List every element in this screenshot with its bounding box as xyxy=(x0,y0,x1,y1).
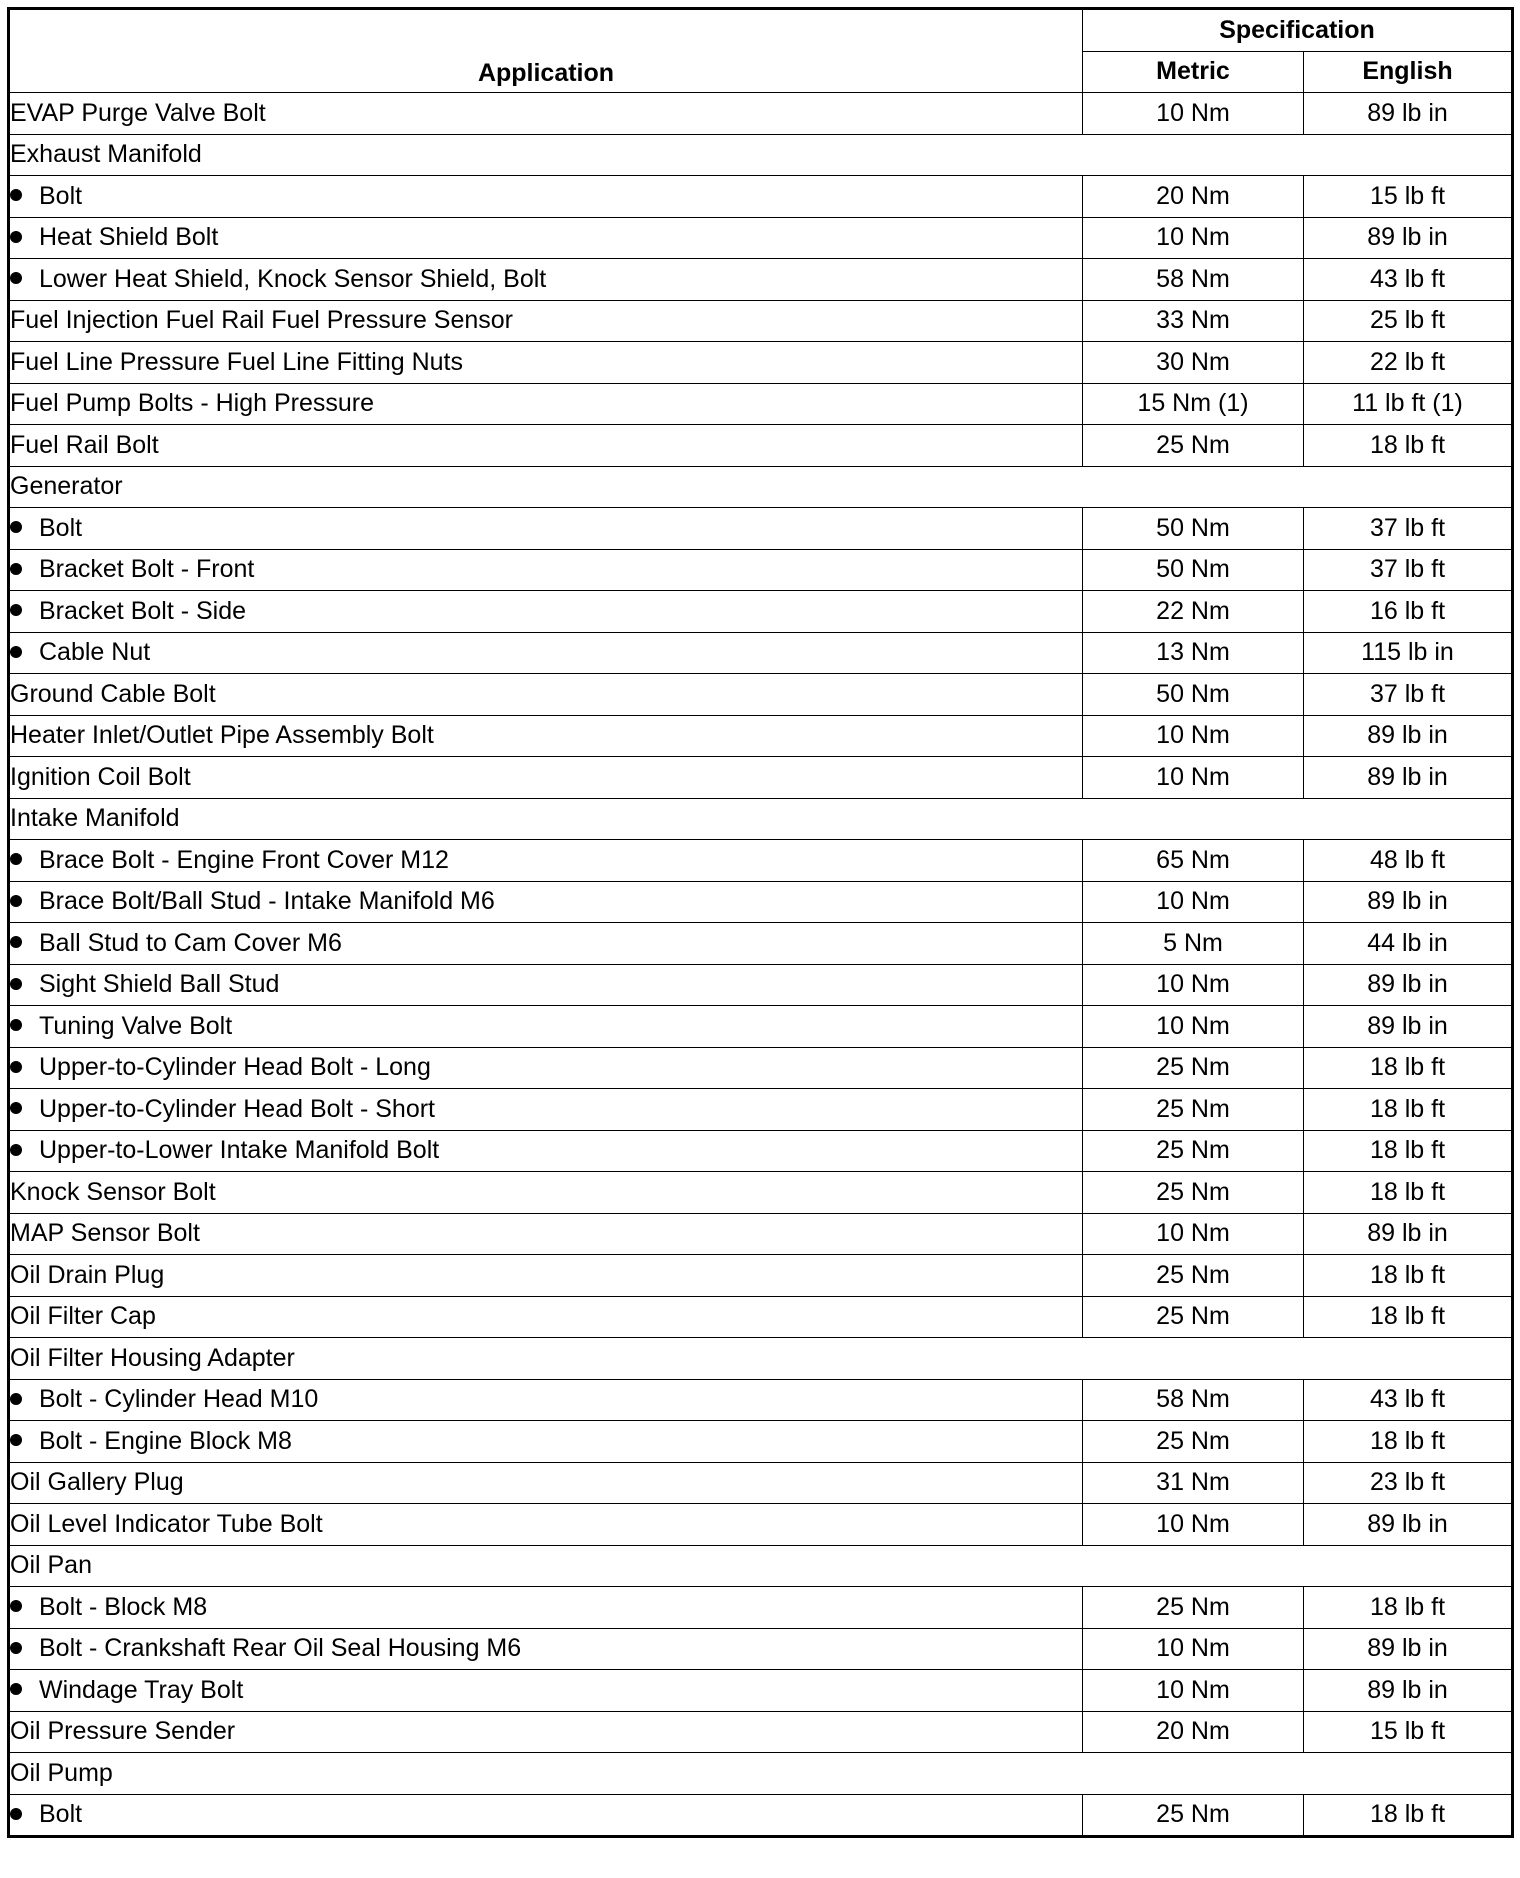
metric-value: 31 Nm xyxy=(1083,1462,1304,1504)
specification-header: Specification xyxy=(1083,9,1513,52)
application-label: Bolt xyxy=(39,181,83,210)
table-body xyxy=(9,93,1513,1837)
application-cell xyxy=(9,674,1083,716)
application-cell xyxy=(9,1379,1083,1421)
application-label: Fuel Pump Bolts - High Pressure xyxy=(10,389,375,418)
sub-item-row xyxy=(9,632,1513,674)
application-cell xyxy=(9,591,1083,633)
metric-value: 10 Nm xyxy=(1083,715,1304,757)
bullet-icon xyxy=(10,1600,22,1612)
application-label: Bolt xyxy=(39,513,83,542)
bullet-icon xyxy=(10,1434,22,1446)
bullet-icon xyxy=(10,646,22,658)
application-cell xyxy=(9,508,1083,550)
english-value: 37 lb ft xyxy=(1304,674,1513,716)
group-label: Intake Manifold xyxy=(9,798,1513,840)
application-label: Cable Nut xyxy=(39,638,151,667)
bullet-icon xyxy=(10,1393,22,1405)
table-row xyxy=(9,93,1513,135)
application-cell xyxy=(9,259,1083,301)
table-row xyxy=(9,1711,1513,1753)
bullet-icon xyxy=(10,521,22,533)
sub-item-row xyxy=(9,1670,1513,1712)
table-row xyxy=(9,383,1513,425)
application-label: Bolt - Crankshaft Rear Oil Seal Housing M6 xyxy=(39,1634,522,1663)
metric-value: 25 Nm xyxy=(1083,1089,1304,1131)
bullet-icon xyxy=(10,272,22,284)
english-value: 18 lb ft xyxy=(1304,1587,1513,1629)
english-value: 18 lb ft xyxy=(1304,1172,1513,1214)
metric-value: 25 Nm xyxy=(1083,1296,1304,1338)
application-cell xyxy=(9,1711,1083,1753)
application-label: Oil Gallery Plug xyxy=(10,1468,184,1497)
metric-value: 10 Nm xyxy=(1083,217,1304,259)
metric-value: 20 Nm xyxy=(1083,176,1304,218)
application-label: Ground Cable Bolt xyxy=(10,679,216,708)
sub-item-row xyxy=(9,508,1513,550)
bullet-icon xyxy=(10,895,22,907)
english-value: 15 lb ft xyxy=(1304,1711,1513,1753)
application-label: Oil Level Indicator Tube Bolt xyxy=(10,1509,323,1538)
sub-item-row xyxy=(9,591,1513,633)
table-row xyxy=(9,342,1513,384)
metric-value: 50 Nm xyxy=(1083,508,1304,550)
english-value: 18 lb ft xyxy=(1304,1421,1513,1463)
application-cell xyxy=(9,549,1083,591)
english-value: 23 lb ft xyxy=(1304,1462,1513,1504)
english-value: 43 lb ft xyxy=(1304,1379,1513,1421)
table-row xyxy=(9,674,1513,716)
sub-item-row xyxy=(9,1047,1513,1089)
application-cell xyxy=(9,1255,1083,1297)
english-value: 18 lb ft xyxy=(1304,1296,1513,1338)
sub-item-row xyxy=(9,549,1513,591)
application-label: Bracket Bolt - Side xyxy=(39,596,247,625)
application-label: Ball Stud to Cam Cover M6 xyxy=(39,928,342,957)
english-value: 89 lb in xyxy=(1304,964,1513,1006)
bullet-icon xyxy=(10,231,22,243)
metric-value: 10 Nm xyxy=(1083,1213,1304,1255)
sub-item-row xyxy=(9,1794,1513,1837)
torque-spec-table xyxy=(7,7,1514,1838)
english-value: 18 lb ft xyxy=(1304,1130,1513,1172)
bullet-icon xyxy=(10,563,22,575)
english-value: 18 lb ft xyxy=(1304,1794,1513,1837)
group-row xyxy=(9,1753,1513,1795)
application-label: Oil Drain Plug xyxy=(10,1260,165,1289)
application-label: Fuel Line Pressure Fuel Line Fitting Nuts xyxy=(10,347,463,376)
sub-item-row xyxy=(9,259,1513,301)
application-cell xyxy=(9,1047,1083,1089)
metric-value: 10 Nm xyxy=(1083,1006,1304,1048)
metric-value: 65 Nm xyxy=(1083,840,1304,882)
english-value: 89 lb in xyxy=(1304,1670,1513,1712)
application-cell xyxy=(9,425,1083,467)
group-label: Oil Pump xyxy=(9,1753,1513,1795)
group-row xyxy=(9,1545,1513,1587)
english-value: 89 lb in xyxy=(1304,1213,1513,1255)
sub-item-row xyxy=(9,964,1513,1006)
application-cell xyxy=(9,840,1083,882)
application-cell xyxy=(9,342,1083,384)
metric-value: 25 Nm xyxy=(1083,1172,1304,1214)
english-value: 89 lb in xyxy=(1304,757,1513,799)
metric-value: 10 Nm xyxy=(1083,964,1304,1006)
sub-item-row xyxy=(9,1006,1513,1048)
sub-item-row xyxy=(9,217,1513,259)
application-label: Bolt - Block M8 xyxy=(39,1592,208,1621)
application-label: Upper-to-Cylinder Head Bolt - Short xyxy=(39,1094,435,1123)
english-value: 18 lb ft xyxy=(1304,1047,1513,1089)
application-cell xyxy=(9,1421,1083,1463)
application-cell xyxy=(9,1462,1083,1504)
sub-item-row xyxy=(9,923,1513,965)
application-cell xyxy=(9,1213,1083,1255)
application-label: Brace Bolt - Engine Front Cover M12 xyxy=(39,845,449,874)
table-row xyxy=(9,1172,1513,1214)
application-cell xyxy=(9,632,1083,674)
application-cell xyxy=(9,715,1083,757)
sub-item-row xyxy=(9,1628,1513,1670)
metric-value: 25 Nm xyxy=(1083,1794,1304,1837)
application-cell xyxy=(9,1794,1083,1837)
application-cell xyxy=(9,964,1083,1006)
english-value: 22 lb ft xyxy=(1304,342,1513,384)
english-value: 37 lb ft xyxy=(1304,508,1513,550)
metric-value: 10 Nm xyxy=(1083,1628,1304,1670)
sub-item-row xyxy=(9,176,1513,218)
application-label: Upper-to-Cylinder Head Bolt - Long xyxy=(39,1053,431,1082)
application-label: Ignition Coil Bolt xyxy=(10,762,191,791)
application-label: Oil Pressure Sender xyxy=(10,1717,236,1746)
metric-value: 25 Nm xyxy=(1083,1047,1304,1089)
table-row xyxy=(9,1213,1513,1255)
application-label: Bolt xyxy=(39,1800,83,1829)
application-label: Windage Tray Bolt xyxy=(39,1675,244,1704)
header-row-top xyxy=(9,9,1513,52)
english-header: English xyxy=(1304,51,1513,93)
group-row xyxy=(9,134,1513,176)
application-cell xyxy=(9,881,1083,923)
application-cell xyxy=(9,1172,1083,1214)
table-row xyxy=(9,715,1513,757)
application-cell xyxy=(9,93,1083,135)
group-label: Exhaust Manifold xyxy=(9,134,1513,176)
application-label: Fuel Rail Bolt xyxy=(10,430,159,459)
english-value: 48 lb ft xyxy=(1304,840,1513,882)
application-cell xyxy=(9,1089,1083,1131)
application-cell xyxy=(9,1587,1083,1629)
application-label: Knock Sensor Bolt xyxy=(10,1177,216,1206)
english-value: 44 lb in xyxy=(1304,923,1513,965)
table-row xyxy=(9,425,1513,467)
table-row xyxy=(9,757,1513,799)
table-row xyxy=(9,300,1513,342)
metric-value: 25 Nm xyxy=(1083,1587,1304,1629)
application-cell xyxy=(9,757,1083,799)
application-label: Brace Bolt/Ball Stud - Intake Manifold M6 xyxy=(39,887,495,916)
application-cell xyxy=(9,1628,1083,1670)
english-value: 115 lb in xyxy=(1304,632,1513,674)
sub-item-row xyxy=(9,840,1513,882)
bullet-icon xyxy=(10,1102,22,1114)
metric-value: 25 Nm xyxy=(1083,1130,1304,1172)
english-value: 37 lb ft xyxy=(1304,549,1513,591)
bullet-icon xyxy=(10,604,22,616)
application-cell xyxy=(9,1504,1083,1546)
sub-item-row xyxy=(9,1587,1513,1629)
english-value: 11 lb ft (1) xyxy=(1304,383,1513,425)
metric-value: 25 Nm xyxy=(1083,1421,1304,1463)
table-row xyxy=(9,1255,1513,1297)
metric-value: 58 Nm xyxy=(1083,1379,1304,1421)
metric-value: 5 Nm xyxy=(1083,923,1304,965)
metric-value: 15 Nm (1) xyxy=(1083,383,1304,425)
metric-value: 10 Nm xyxy=(1083,93,1304,135)
group-row xyxy=(9,798,1513,840)
metric-value: 33 Nm xyxy=(1083,300,1304,342)
metric-value: 10 Nm xyxy=(1083,881,1304,923)
english-value: 89 lb in xyxy=(1304,1504,1513,1546)
english-value: 15 lb ft xyxy=(1304,176,1513,218)
application-header: Application xyxy=(9,9,1083,93)
application-cell xyxy=(9,1006,1083,1048)
metric-value: 10 Nm xyxy=(1083,1670,1304,1712)
metric-value: 50 Nm xyxy=(1083,674,1304,716)
group-label: Generator xyxy=(9,466,1513,508)
english-value: 89 lb in xyxy=(1304,1628,1513,1670)
metric-value: 50 Nm xyxy=(1083,549,1304,591)
bullet-icon xyxy=(10,1019,22,1031)
group-label: Oil Filter Housing Adapter xyxy=(9,1338,1513,1380)
group-label: Oil Pan xyxy=(9,1545,1513,1587)
group-row xyxy=(9,1338,1513,1380)
application-cell xyxy=(9,1130,1083,1172)
english-value: 89 lb in xyxy=(1304,217,1513,259)
english-value: 18 lb ft xyxy=(1304,425,1513,467)
english-value: 89 lb in xyxy=(1304,93,1513,135)
english-value: 43 lb ft xyxy=(1304,259,1513,301)
application-label: Bracket Bolt - Front xyxy=(39,555,255,584)
metric-value: 10 Nm xyxy=(1083,757,1304,799)
application-label: Sight Shield Ball Stud xyxy=(39,970,280,999)
english-value: 18 lb ft xyxy=(1304,1089,1513,1131)
application-label: Lower Heat Shield, Knock Sensor Shield, Bolt xyxy=(39,264,547,293)
sub-item-row xyxy=(9,1130,1513,1172)
metric-value: 25 Nm xyxy=(1083,425,1304,467)
table-row xyxy=(9,1462,1513,1504)
sub-item-row xyxy=(9,881,1513,923)
table-row xyxy=(9,1296,1513,1338)
metric-value: 58 Nm xyxy=(1083,259,1304,301)
bullet-icon xyxy=(10,1683,22,1695)
application-cell xyxy=(9,217,1083,259)
english-value: 25 lb ft xyxy=(1304,300,1513,342)
application-cell xyxy=(9,923,1083,965)
application-label: Oil Filter Cap xyxy=(10,1302,156,1331)
bullet-icon xyxy=(10,1144,22,1156)
bullet-icon xyxy=(10,1061,22,1073)
bullet-icon xyxy=(10,1808,22,1820)
metric-value: 30 Nm xyxy=(1083,342,1304,384)
english-value: 18 lb ft xyxy=(1304,1255,1513,1297)
metric-value: 25 Nm xyxy=(1083,1255,1304,1297)
sub-item-row xyxy=(9,1089,1513,1131)
bullet-icon xyxy=(10,936,22,948)
english-value: 89 lb in xyxy=(1304,715,1513,757)
bullet-icon xyxy=(10,189,22,201)
application-label: Bolt - Cylinder Head M10 xyxy=(39,1385,319,1414)
application-cell xyxy=(9,176,1083,218)
bullet-icon xyxy=(10,978,22,990)
application-cell xyxy=(9,300,1083,342)
bullet-icon xyxy=(10,853,22,865)
application-label: EVAP Purge Valve Bolt xyxy=(10,98,266,127)
metric-value: 10 Nm xyxy=(1083,1504,1304,1546)
application-label: MAP Sensor Bolt xyxy=(10,1219,200,1248)
english-value: 89 lb in xyxy=(1304,1006,1513,1048)
table-row xyxy=(9,1504,1513,1546)
application-cell xyxy=(9,1296,1083,1338)
english-value: 16 lb ft xyxy=(1304,591,1513,633)
metric-value: 13 Nm xyxy=(1083,632,1304,674)
application-cell xyxy=(9,1670,1083,1712)
sub-item-row xyxy=(9,1379,1513,1421)
metric-value: 22 Nm xyxy=(1083,591,1304,633)
application-label: Upper-to-Lower Intake Manifold Bolt xyxy=(39,1136,440,1165)
metric-header: Metric xyxy=(1083,51,1304,93)
application-label: Heat Shield Bolt xyxy=(39,223,219,252)
application-cell xyxy=(9,383,1083,425)
application-label: Tuning Valve Bolt xyxy=(39,1011,233,1040)
sub-item-row xyxy=(9,1421,1513,1463)
application-label: Fuel Injection Fuel Rail Fuel Pressure Sensor xyxy=(10,306,514,335)
bullet-icon xyxy=(10,1642,22,1654)
application-label: Bolt - Engine Block M8 xyxy=(39,1426,292,1455)
metric-value: 20 Nm xyxy=(1083,1711,1304,1753)
english-value: 89 lb in xyxy=(1304,881,1513,923)
application-label: Heater Inlet/Outlet Pipe Assembly Bolt xyxy=(10,721,434,750)
group-row xyxy=(9,466,1513,508)
